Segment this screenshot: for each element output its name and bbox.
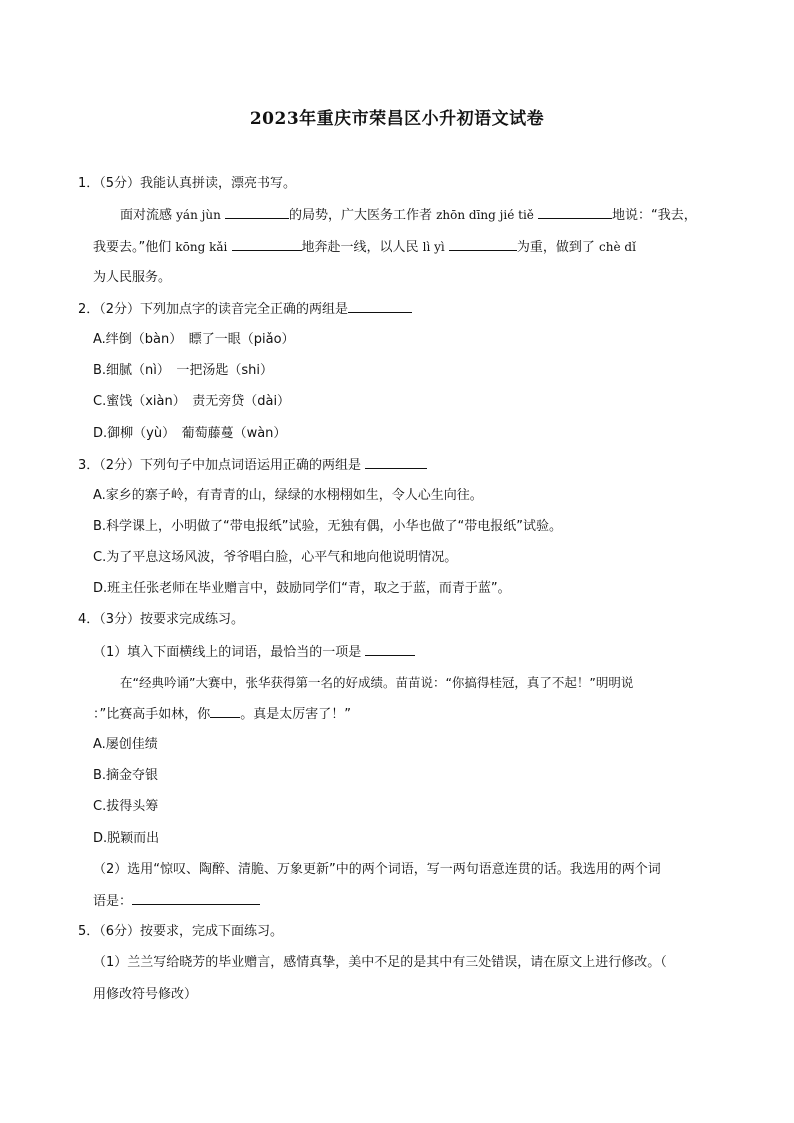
q3-heading-text: 3．（2分）下列句子中加点词语运用正确的两组是: [78, 458, 362, 473]
q1-line-1: [120, 205, 697, 226]
q4-sub1: [93, 642, 415, 663]
pinyin: lì yì: [422, 240, 445, 254]
q4-option-c: C.拔得头筹: [93, 799, 159, 814]
pinyin: kōng kǎi: [175, 240, 228, 254]
page-title: 2023年重庆市荣昌区小升初语文试卷: [249, 109, 545, 129]
answer-blank[interactable]: [538, 205, 612, 219]
answer-blank[interactable]: [232, 237, 302, 251]
q4-option-b: B.摘金夺银: [93, 768, 159, 783]
q3-heading: [78, 455, 427, 476]
pinyin: yán jùn: [176, 208, 221, 222]
answer-blank[interactable]: [225, 205, 289, 219]
q5-heading: 5．（6分）按要求，完成下面练习。: [78, 924, 284, 939]
q2-option-c: C.蜜饯（xiàn） 责无旁贷（dài）: [93, 394, 291, 409]
q4-sub2-text: 语是：: [93, 894, 133, 909]
q4-heading: 4．（3分）按要求完成练习。: [78, 612, 245, 627]
q2-option-d: D.御柳（yù） 葡萄藤蔓（wàn）: [93, 426, 287, 441]
q4-text: ：”比赛高手如林，你: [93, 707, 211, 722]
q2-option-b: B.细腻（nì） 一把汤匙（shi）: [93, 363, 274, 378]
q4-passage-line-2: [93, 704, 351, 725]
answer-blank[interactable]: [210, 704, 240, 718]
answer-blank[interactable]: [449, 237, 517, 251]
q2-heading: [78, 299, 412, 320]
q1-text: 地奔赴一线，以人民: [301, 240, 423, 255]
q1-line-3: 为人民服务。: [93, 270, 172, 285]
pinyin: zhōn dīng jié tiě: [436, 208, 534, 222]
q4-option-d: D.脱颖而出: [93, 831, 160, 846]
q5-sub1-line-1: （1）兰兰写给晓芳的毕业赠言，感情真挚，美中不足的是其中有三处错误，请在原文上进行修改。（: [93, 955, 667, 970]
q4-sub2-line-1: （2）选用“惊叹、陶醉、清脆、万象更新”中的两个词语，写一两句语意连贯的话。我选用的两个词: [93, 862, 661, 877]
q1-text: 的局势，广大医务工作者: [288, 208, 437, 223]
q4-sub2-line-2: [93, 891, 260, 912]
q3-option-d: D.班主任张老师在毕业赠言中，鼓励同学们“青，取之于蓝，而青于蓝”。: [93, 581, 511, 596]
q2-heading-text: 2．（2分）下列加点字的读音完全正确的两组是: [78, 302, 349, 317]
q3-option-b: B.科学课上，小明做了“带电报纸”试验，无独有偶，小华也做了“带电报纸”试验。: [93, 519, 562, 534]
q3-option-a: A.家乡的寨子岭，有青青的山，绿绿的水栩栩如生，令人心生向往。: [93, 488, 483, 503]
q4-option-a: A.屡创佳绩: [93, 737, 158, 752]
q4-text: 。真是太厉害了！”: [240, 707, 351, 722]
q3-option-c: C.为了平息这场风波，爷爷唱白脸，心平气和地向他说明情况。: [93, 550, 458, 565]
answer-blank[interactable]: [365, 455, 427, 469]
answer-blank[interactable]: [348, 299, 412, 313]
q1-text: 面对流感: [120, 208, 177, 223]
q1-text: 我要去。”他们: [93, 240, 176, 255]
q1-heading: 1．（5分）我能认真拼读，漂亮书写。: [78, 176, 297, 191]
q1-text: 为重，做到了: [516, 240, 600, 255]
q2-option-a: A.绊倒（bàn） 瞟了一眼（piǎo）: [93, 332, 295, 347]
q1-line-2: [93, 237, 636, 258]
pinyin: chè dǐ: [599, 240, 636, 254]
q4-sub1-text: （1）填入下面横线上的词语，最恰当的一项是: [93, 645, 362, 660]
answer-blank[interactable]: [365, 642, 415, 656]
q4-passage-line-1: 在“经典吟诵”大赛中，张华获得第一名的好成绩。苗苗说：“你搞得桂冠，真了不起！”明明说: [120, 675, 634, 690]
q1-text: 地说：“我去，: [612, 208, 697, 223]
q5-sub1-line-2: 用修改符号修改）: [93, 987, 198, 1002]
answer-blank[interactable]: [132, 891, 260, 905]
